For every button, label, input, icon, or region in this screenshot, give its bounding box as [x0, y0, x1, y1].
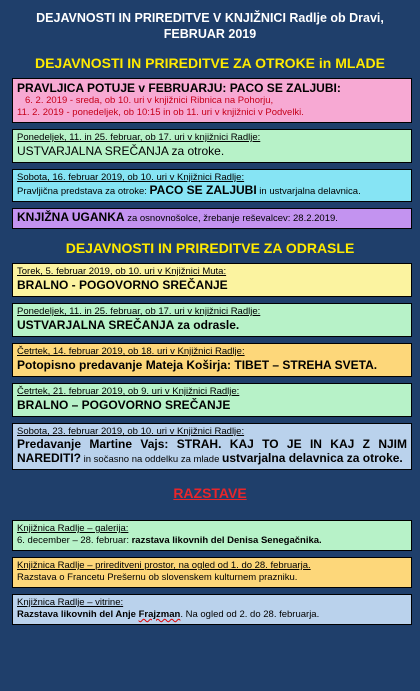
exhibition-galerija [12, 520, 412, 551]
adults-section-heading: DEJAVNOSTI IN PRIREDITVE ZA ODRASLE [65, 240, 355, 256]
event-ustvarjalna-odrasli [12, 303, 412, 337]
event-line: 11. 2. 2019 - ponedeljek, ob 10:15 in ob 11. uri v knjižnici v Podvelki. [17, 107, 304, 118]
event-description: Predavanje Martine Vajs: STRAH. KAJ TO JE IN KAJ Z NJIM NAREDITI? in sočasno na oddelku za mlade ustvarjalna delavnica za otroke. [17, 437, 407, 465]
event-title: PRAVLJICA POTUJE v FEBRUARJU: PACO SE ZALJUBI: [17, 81, 341, 95]
event-title: BRALNO - POGOVORNO SREČANJE [17, 278, 228, 292]
event-date: Četrtek, 21. februar 2019, ob 9. uri v Knjižnici Radlje: [17, 386, 240, 397]
exhibition-presern [12, 557, 412, 588]
event-description: za osnovnošolce, žrebanje reševalcev: 28.2.2019. [124, 213, 338, 224]
event-date: Ponedeljek, 11. in 25. februar, ob 17. uri v knjižnici Radlje: [17, 306, 261, 317]
event-bralno-radlje [12, 383, 412, 417]
exhibition-description: 6. december – 28. februar: razstava likovnih del Denisa Senegačnika. [17, 535, 322, 546]
event-date: Torek, 5. februar 2019, ob 10. uri v Knjižnici Muta: [17, 266, 227, 277]
event-date: Četrtek, 14. februar 2019, ob 18. uri v Knjižnici Radlje: [17, 346, 245, 357]
exhibitions-section-heading: RAZSTAVE [173, 485, 247, 501]
event-description: Pravljična predstava za otroke: PACO SE ZALJUBI in ustvarjalna delavnica. [17, 183, 361, 197]
event-title: USTVARJALNA SREČANJA za otroke. [17, 144, 225, 158]
page-title [8, 10, 412, 42]
event-line: 6. 2. 2019 - sreda, ob 10. uri v knjižnici Ribnica na Pohorju, [25, 95, 274, 106]
event-date: Ponedeljek, 11. in 25. februar, ob 17. uri v knjižnici Radlje: [17, 132, 261, 143]
event-bralno-muta [12, 263, 412, 297]
event-title: Potopisno predavanje Mateja Koširja: TIBET – STREHA SVETA. [17, 358, 378, 372]
event-tibet [12, 343, 412, 377]
exhibition-description: Razstava o Francetu Prešernu ob slovenskem kulturnem prazniku. [17, 572, 298, 583]
exhibition-description: Razstava likovnih del Anje Frajzman. Na ogled od 2. do 28. februarja. [17, 609, 320, 620]
event-title: USTVARJALNA SREČANJA za odrasle. [17, 318, 240, 332]
event-ustvarjalna-otroci [12, 129, 412, 163]
event-strah [12, 423, 412, 470]
event-pravljica-potuje [12, 78, 412, 123]
exhibition-place: Knjižnica Radlje – galerija: [17, 523, 129, 534]
page-title-line2: FEBRUAR 2019 [163, 27, 257, 41]
event-date: Sobota, 23. februar 2019, ob 10. uri v Knjižnici Radlje: [17, 426, 245, 437]
exhibition-place: Knjižnica Radlje – prireditveni prostor, na ogled od 1. do 28. februarja. [17, 560, 311, 571]
event-title: BRALNO – POGOVORNO SREČANJE [17, 398, 231, 412]
exhibition-place: Knjižnica Radlje – vitrine: [17, 597, 124, 608]
page-title-line1: DEJAVNOSTI IN PRIREDITVE V KNJIŽNICI Radlje ob Dravi, [36, 11, 384, 25]
event-date: Sobota, 16. februar 2019, ob 10. uri v Knjižnici Radlje: [17, 172, 245, 183]
event-paco-se-zaljubi [12, 169, 412, 202]
event-title: KNJIŽNA UGANKA [17, 210, 125, 224]
children-section-heading: DEJAVNOSTI IN PRIREDITVE ZA OTROKE in MLADE [34, 55, 386, 71]
event-knjizna-uganka [12, 208, 412, 229]
exhibition-vitrine [12, 594, 412, 625]
